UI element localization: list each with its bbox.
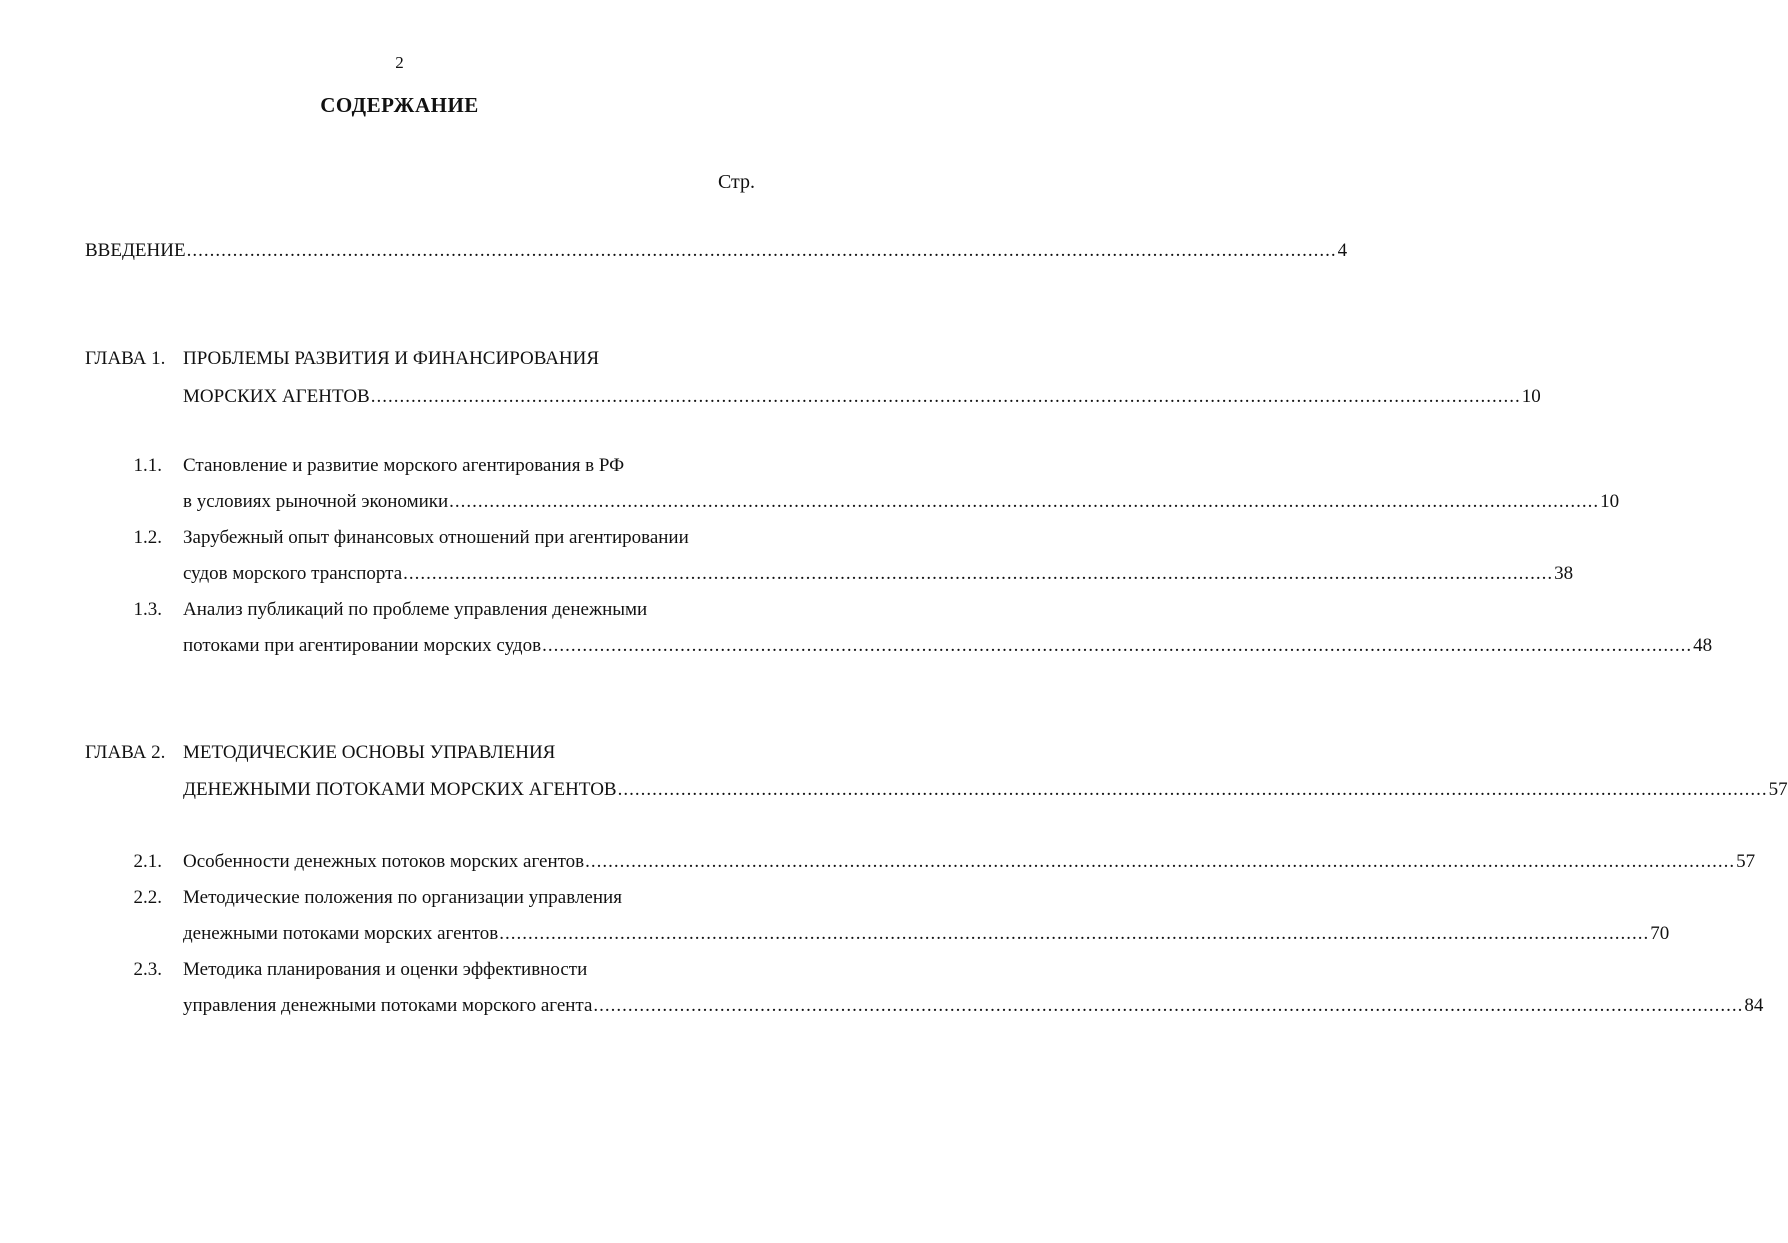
section-title-text: денежными потоками морских агентов bbox=[183, 923, 499, 944]
section-title-text: Особенности денежных потоков морских агентов bbox=[183, 851, 585, 872]
section-page: 48 bbox=[1693, 635, 1713, 656]
section-title-line2[interactable] bbox=[183, 561, 1574, 587]
leader-dots: ........................................................................................................................................................................................................ bbox=[370, 386, 1521, 407]
section-title-text: судов морского транспорта bbox=[183, 563, 403, 584]
section-title-line2[interactable] bbox=[183, 633, 1713, 659]
leader-dots: ........................................................................................................................................................................................................ bbox=[585, 851, 1736, 872]
chapter-page: 57 bbox=[1768, 779, 1788, 800]
chapter-title-line1[interactable]: МЕТОДИЧЕСКИЕ ОСНОВЫ УПРАВЛЕНИЯ bbox=[183, 742, 556, 763]
section-number: 1.3. bbox=[133, 599, 162, 620]
page-title: СОДЕРЖАНИЕ bbox=[320, 93, 479, 117]
chapter-page: 10 bbox=[1521, 386, 1541, 407]
section-page: 70 bbox=[1650, 923, 1670, 944]
section-title-line1[interactable]: Анализ публикаций по проблеме управления денежными bbox=[183, 599, 648, 620]
section-title-line1[interactable] bbox=[183, 849, 1756, 875]
section-title-text: потоками при агентировании морских судов bbox=[183, 635, 542, 656]
leader-dots: ........................................................................................................................................................................................................ bbox=[617, 779, 1768, 800]
section-title-line2[interactable] bbox=[183, 489, 1620, 515]
section-title-line1[interactable]: Методика планирования и оценки эффективности bbox=[183, 959, 588, 980]
section-title-line1[interactable]: Методические положения по организации управления bbox=[183, 887, 622, 908]
toc-entry-page: 4 bbox=[1337, 240, 1348, 261]
section-title-text: в условиях рыночной экономики bbox=[183, 491, 449, 512]
chapter-title-line1[interactable]: ПРОБЛЕМЫ РАЗВИТИЯ И ФИНАНСИРОВАНИЯ bbox=[183, 348, 600, 369]
leader-dots: ........................................................................................................................................................................................................ bbox=[593, 995, 1744, 1016]
section-title-line1[interactable]: Становление и развитие морского агентирования в РФ bbox=[183, 455, 625, 476]
section-number: 1.2. bbox=[133, 527, 162, 548]
leader-dots: ........................................................................................................................................................................................................ bbox=[542, 635, 1693, 656]
chapter-prefix: ГЛАВА 1. bbox=[85, 348, 166, 369]
toc-entry-intro[interactable] bbox=[85, 238, 1348, 264]
chapter-title-text: МОРСКИХ АГЕНТОВ bbox=[183, 386, 370, 407]
section-number: 2.2. bbox=[133, 887, 162, 908]
chapter-title-line2[interactable] bbox=[183, 384, 1541, 410]
section-title-text: управления денежными потоками морского агента bbox=[183, 995, 593, 1016]
section-title-line2[interactable] bbox=[183, 921, 1670, 947]
section-number: 2.3. bbox=[133, 959, 162, 980]
toc-entry-label: ВВЕДЕНИЕ bbox=[85, 240, 186, 261]
section-title-line1[interactable]: Зарубежный опыт финансовых отношений при агентировании bbox=[183, 527, 689, 548]
chapter-prefix: ГЛАВА 2. bbox=[85, 742, 166, 763]
leader-dots: ........................................................................................................................................................................................................ bbox=[403, 563, 1554, 584]
section-page: 57 bbox=[1736, 851, 1756, 872]
chapter-title-line2[interactable] bbox=[183, 777, 1788, 803]
page-number: 2 bbox=[395, 53, 404, 72]
section-title-line2[interactable] bbox=[183, 993, 1764, 1019]
section-page: 10 bbox=[1600, 491, 1620, 512]
section-page: 84 bbox=[1744, 995, 1764, 1016]
chapter-title-text: ДЕНЕЖНЫМИ ПОТОКАМИ МОРСКИХ АГЕНТОВ bbox=[183, 779, 617, 800]
section-number: 2.1. bbox=[133, 851, 162, 872]
leader-dots: ........................................................................................................................................................................................................ bbox=[499, 923, 1650, 944]
section-number: 1.1. bbox=[133, 455, 162, 476]
section-page: 38 bbox=[1554, 563, 1574, 584]
leader-dots: ........................................................................................................................................................................................................ bbox=[186, 240, 1337, 261]
leader-dots: ........................................................................................................................................................................................................ bbox=[449, 491, 1600, 512]
page-column-label: Стр. bbox=[717, 171, 755, 193]
